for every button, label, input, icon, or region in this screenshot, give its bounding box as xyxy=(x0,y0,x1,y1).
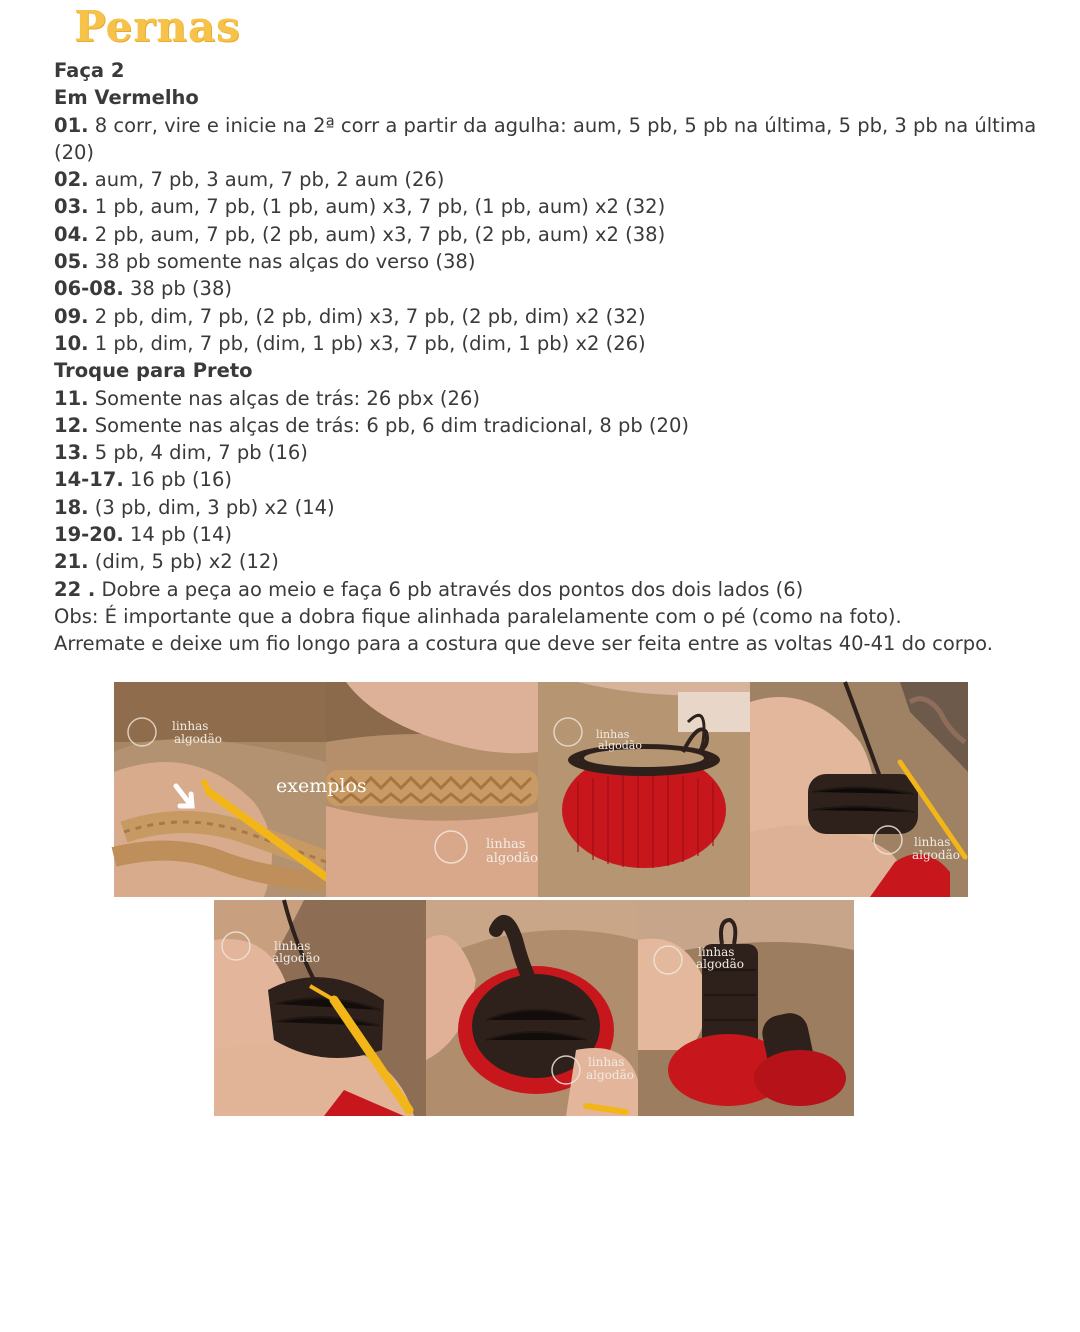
watermark-text: algodão xyxy=(696,957,744,971)
watermark-text: algodão xyxy=(174,732,222,746)
row-number: 22 . xyxy=(54,577,96,601)
subtitle-make-two: Faça 2 xyxy=(54,59,125,82)
watermark-text: linhas xyxy=(596,728,630,741)
row-text: 1 pb, aum, 7 pb, (1 pb, aum) x3, 7 pb, (1 pb, aum) x2 (32) xyxy=(88,195,666,219)
instruction-row xyxy=(54,576,1054,603)
watermark-text: linhas xyxy=(588,1055,625,1069)
row-text: 1 pb, dim, 7 pb, (dim, 1 pb) x3, 7 pb, (dim, 1 pb) x2 (26) xyxy=(88,331,646,355)
row-number: 03. xyxy=(54,195,89,219)
instruction-row xyxy=(54,193,1054,220)
row-text: 38 pb (38) xyxy=(123,277,232,301)
row-text: 8 corr, vire e inicie na 2ª corr a partir da agulha: aum, 5 pb, 5 pb na última, 5 pb, 3 pb na última (20) xyxy=(54,113,1037,164)
row-number: 19-20. xyxy=(54,523,124,547)
row-text: 16 pb (16) xyxy=(123,468,232,492)
row-number: 14-17. xyxy=(54,468,124,492)
row-text: aum, 7 pb, 3 aum, 7 pb, 2 aum (26) xyxy=(88,168,445,192)
instruction-row xyxy=(54,166,1054,193)
row-text: 38 pb somente nas alças do verso (38) xyxy=(88,250,476,274)
row-text: 14 pb (14) xyxy=(123,523,232,547)
photo-step-6 xyxy=(426,900,638,1116)
photo-step-4 xyxy=(750,682,968,897)
row-number: 13. xyxy=(54,441,89,465)
row-text: 2 pb, dim, 7 pb, (2 pb, dim) x3, 7 pb, (2 pb, dim) x2 (32) xyxy=(88,304,646,328)
subtitle-change-black: Troque para Preto xyxy=(54,359,253,383)
instruction-row xyxy=(54,494,1054,521)
watermark-text: linhas xyxy=(698,945,735,959)
photo-step-5 xyxy=(214,900,426,1116)
instruction-row xyxy=(54,439,1054,466)
row-number: 01. xyxy=(54,113,89,137)
row-number: 04. xyxy=(54,222,89,246)
row-number: 21. xyxy=(54,550,89,574)
row-text: (3 pb, dim, 3 pb) x2 (14) xyxy=(88,495,335,519)
instruction-row xyxy=(54,221,1054,248)
instruction-row xyxy=(54,330,1054,357)
subtitle-red-color: Em Vermelho xyxy=(54,86,199,110)
watermark-text: linhas xyxy=(486,837,526,852)
photo-step-3 xyxy=(538,682,750,897)
instruction-row xyxy=(54,112,1054,167)
watermark-text: algodão xyxy=(586,1068,634,1082)
row-text: (dim, 5 pb) x2 (12) xyxy=(88,550,279,574)
instruction-row xyxy=(54,385,1054,412)
row-number: 09. xyxy=(54,304,89,328)
row-number: 12. xyxy=(54,413,89,437)
row-text: Somente nas alças de trás: 26 pbx (26) xyxy=(88,386,480,410)
row-number: 11. xyxy=(54,386,89,410)
row-number: 06-08. xyxy=(54,277,124,301)
watermark-text: algodão xyxy=(598,739,642,752)
instruction-row xyxy=(54,303,1054,330)
instruction-row xyxy=(54,548,1054,575)
row-number: 05. xyxy=(54,250,89,274)
instruction-row xyxy=(54,248,1054,275)
rows-black-list xyxy=(54,385,1054,603)
row-text: Dobre a peça ao meio e faça 6 pb através dos pontos dos dois lados (6) xyxy=(95,577,804,601)
row-text: 5 pb, 4 dim, 7 pb (16) xyxy=(88,441,308,465)
row-number: 18. xyxy=(54,495,89,519)
watermark-text: linhas xyxy=(172,719,209,733)
page-title: Pernas xyxy=(74,2,241,51)
obs-note: Obs: É importante que a dobra fique alinhada paralelamente com o pé (como na foto). xyxy=(54,604,902,628)
pattern-instructions xyxy=(54,57,1054,658)
photo-step-7 xyxy=(638,900,854,1116)
watermark-text: algodão xyxy=(272,951,320,965)
watermark-text: algodão xyxy=(912,848,960,862)
rows-red-list xyxy=(54,112,1054,358)
row-number: 02. xyxy=(54,168,89,192)
instruction-row xyxy=(54,412,1054,439)
instruction-row xyxy=(54,275,1054,302)
row-text: Somente nas alças de trás: 6 pb, 6 dim tradicional, 8 pb (20) xyxy=(88,413,689,437)
watermark-text: linhas xyxy=(274,939,311,953)
watermark-text: algodão xyxy=(486,851,538,866)
row-text: 2 pb, aum, 7 pb, (2 pb, aum) x3, 7 pb, (2 pb, aum) x2 (38) xyxy=(88,222,666,246)
examples-label: exemplos xyxy=(276,775,367,797)
finish-note: Arremate e deixe um fio longo para a costura que deve ser feita entre as voltas 40-41 do corpo. xyxy=(54,632,993,656)
row-number: 10. xyxy=(54,331,89,355)
watermark-text: linhas xyxy=(914,835,951,849)
instruction-row xyxy=(54,466,1054,493)
instruction-row xyxy=(54,521,1054,548)
photo-step-2 xyxy=(276,682,538,897)
